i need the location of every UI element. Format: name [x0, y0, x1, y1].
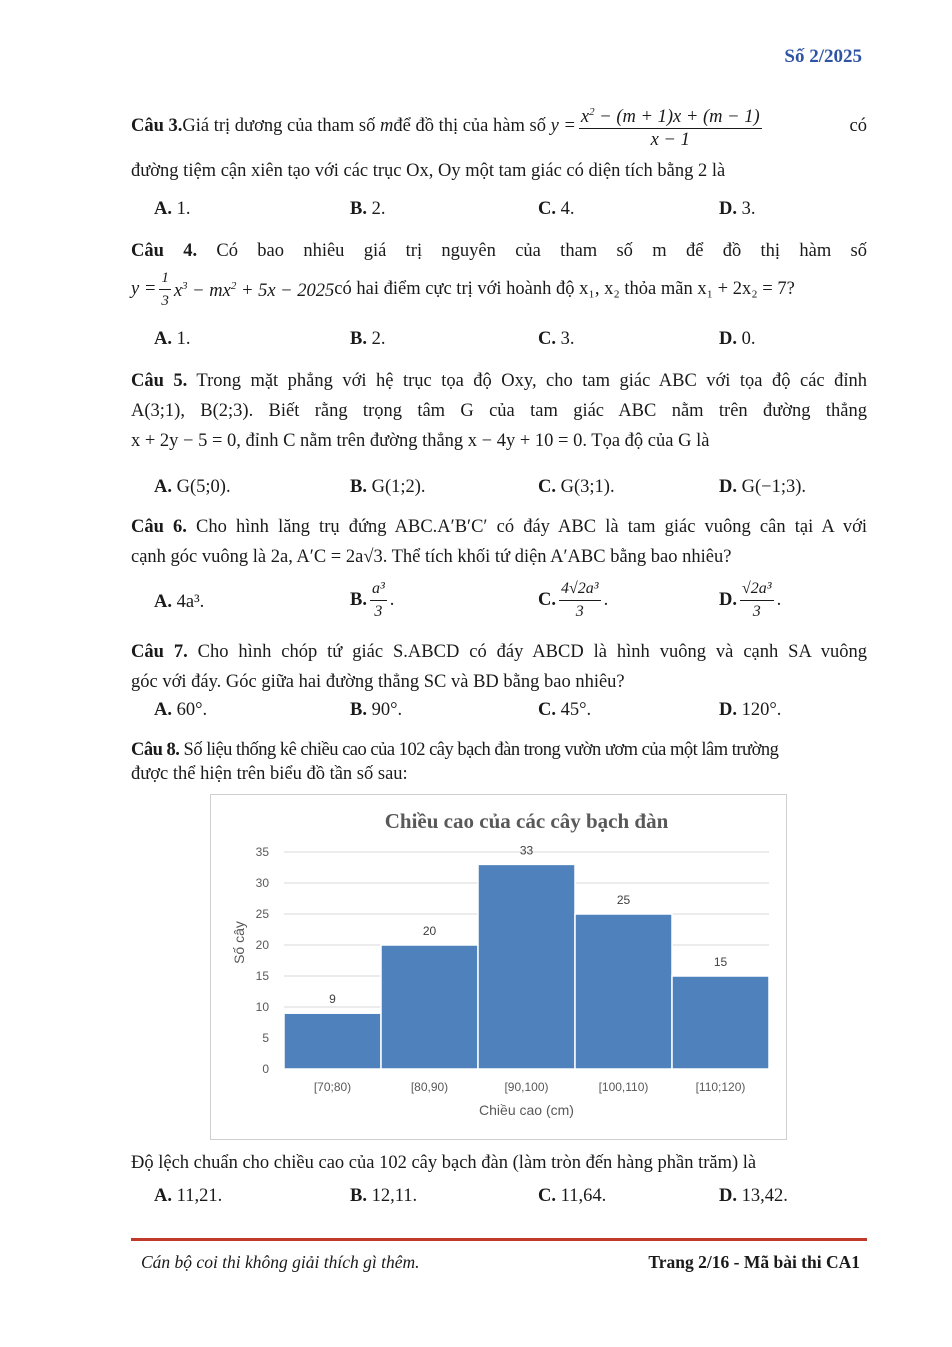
bar	[575, 914, 672, 1069]
question-3-line2: đường tiệm cận xiên tạo với các trục Ox, Oy một tam giác có diện tích bằng 2 là	[131, 161, 726, 181]
question-5-line1: Trong mặt phẳng với hệ trục tọa độ Oxy, cho tam giác ABC với tọa độ các đỉnh	[187, 371, 867, 391]
bar-value-label: 15	[713, 955, 728, 969]
option-c[interactable]: C. 3.	[538, 329, 575, 349]
question-5-label: Câu 5.	[131, 371, 188, 391]
option-d[interactable]: D. 3.	[719, 199, 756, 219]
bar-value-label: 25	[616, 893, 631, 907]
x-tick-label: [100,110)	[598, 1080, 649, 1094]
question-3: Câu 3. Giá trị dương của tham số m để đồ thị của hàm số y = $\frac{x^2 - (m + 1)x + (m - 1)}{x - 1}$ có đường tiệm cận xiên tạo với các trục Ox, Oy một tam giác có diện tích bằng 2 là	[131, 100, 867, 186]
option-b[interactable]: B. 2.	[350, 329, 386, 349]
question-7-options	[154, 700, 854, 726]
option-a[interactable]: A. 4a³.	[154, 592, 205, 612]
function-fraction: $\frac{x^2 - (m + 1)x + (m - 1)}{x - 1}$	[579, 101, 762, 151]
option-a[interactable]: A. 11,21.	[154, 1186, 223, 1206]
y-tick-label: 30	[255, 876, 269, 890]
option-a[interactable]: A. 1.	[154, 329, 191, 349]
question-5	[131, 366, 867, 456]
question-6-label: Câu 6.	[131, 517, 187, 537]
x-axis-label: Chiều cao (cm)	[479, 1102, 574, 1118]
option-c[interactable]: C. $\frac{\text{4√2a³}}{3}$ .	[538, 580, 609, 620]
y-tick-label: 20	[255, 938, 269, 952]
option-d[interactable]: D. G(−1;3).	[719, 477, 807, 497]
bar-value-label: 9	[329, 992, 336, 1007]
chart-title: Chiều cao của các cây bạch đàn	[384, 809, 669, 833]
question-3-options	[154, 199, 854, 225]
question-8	[131, 738, 867, 786]
option-d[interactable]: D. 120°.	[719, 700, 782, 720]
option-b[interactable]: B. G(1;2).	[350, 477, 426, 497]
option-b[interactable]: B. 90°.	[350, 700, 403, 720]
question-8-line2: được thể hiện trên biểu đồ tần số sau:	[131, 764, 408, 784]
histogram-svg	[211, 795, 786, 1139]
question-4-line2: có hai điểm cực trị với hoành độ x₁, x₂ thỏa mãn x₁ + 2x₂ = 7?	[334, 279, 795, 299]
question-6-options	[154, 578, 854, 628]
bar	[478, 864, 575, 1069]
question-4: Câu 4. Có bao nhiêu giá trị nguyên của tham số m để đồ thị hàm số y = $\frac{1}{3}$ $x^3 - mx^2 + 5x - 2025$ có hai điểm cực trị với hoành độ x₁, x₂ thỏa mãn x₁ + 2x₂ = 7?	[131, 241, 867, 309]
question-6-line1: Cho hình lăng trụ đứng ABC.A′B′C′ có đáy ABC là tam giác vuông cân tại A với	[186, 517, 867, 537]
question-5-line2: A(3;1), B(2;3). Biết rằng trọng tâm G của tam giác ABC nằm trên đường thẳng	[131, 401, 867, 421]
option-a[interactable]: A. 60°.	[154, 700, 208, 720]
x-tick-label: [80,90)	[410, 1080, 449, 1094]
option-a[interactable]: A. G(5;0).	[154, 477, 231, 497]
y-tick-label: 0	[262, 1062, 269, 1076]
question-7-label: Câu 7.	[131, 642, 188, 662]
option-d[interactable]: D. 0.	[719, 329, 756, 349]
option-c[interactable]: C. 45°.	[538, 700, 592, 720]
bar-value-label: 20	[422, 924, 437, 938]
question-4-line1: Có bao nhiêu giá trị nguyên của tham số m để đồ thị hàm số	[197, 241, 867, 261]
question-8-label: Câu 8.	[131, 740, 180, 760]
x-tick-label: [110;120)	[695, 1080, 746, 1094]
histogram-chart	[210, 794, 787, 1140]
footer-divider	[131, 1238, 867, 1241]
question-4-label: Câu 4.	[131, 241, 198, 261]
y-tick-label: 15	[255, 969, 269, 983]
footer-note: Cán bộ coi thi không giải thích gì thêm.	[141, 1252, 420, 1272]
bar-value-label: 33	[519, 843, 534, 858]
question-3-text-b: để đồ thị của hàm số	[393, 116, 546, 136]
option-d[interactable]: D. $\frac{\text{√2a³}}{3}$ .	[719, 580, 782, 620]
question-8-options	[154, 1186, 854, 1212]
question-3-text-c: có	[849, 116, 867, 136]
x-tick-label: [70;80)	[313, 1080, 352, 1094]
question-7-line1: Cho hình chóp tứ giác S.ABCD có đáy ABCD là hình vuông và cạnh SA vuông	[187, 642, 867, 662]
question-7	[131, 637, 867, 697]
question-6-line2: cạnh góc vuông là 2a, A′C = 2a√3. Thể tích khối tứ diện A′ABC bằng bao nhiêu?	[131, 547, 732, 567]
option-b[interactable]: B. 12,11.	[350, 1186, 418, 1206]
y-axis-label: Số cây	[231, 921, 247, 964]
option-c[interactable]: C. 4.	[538, 199, 575, 219]
option-d[interactable]: D. 13,42.	[719, 1186, 788, 1206]
bar	[381, 945, 478, 1069]
question-8-after: Độ lệch chuẩn cho chiều cao của 102 cây bạch đàn (làm tròn đến hàng phần trăm) là	[131, 1153, 757, 1173]
option-c[interactable]: C. G(3;1).	[538, 477, 615, 497]
question-5-options	[154, 477, 854, 503]
bar	[672, 976, 769, 1069]
option-b[interactable]: B. $\frac{\text{a³}}{3}$ .	[350, 580, 395, 620]
question-6	[131, 512, 867, 572]
y-symbol: y =	[550, 116, 576, 136]
question-7-line2: góc với đáy. Góc giữa hai đường thẳng SC và BD bằng bao nhiêu?	[131, 672, 625, 692]
y-tick-label: 35	[255, 845, 269, 859]
y-tick-label: 10	[255, 1000, 269, 1014]
issue-number: Số 2/2025	[784, 46, 862, 67]
option-c[interactable]: C. 11,64.	[538, 1186, 607, 1206]
question-4-options	[154, 329, 854, 355]
y-tick-label: 25	[255, 907, 269, 921]
question-5-line3: x + 2y − 5 = 0, đỉnh C nằm trên đường thẳng x − 4y + 10 = 0. Tọa độ của G là	[131, 431, 710, 451]
question-3-text-a: Giá trị dương của tham số	[182, 116, 376, 136]
x-tick-label: [90,100)	[504, 1080, 549, 1094]
option-b[interactable]: B. 2.	[350, 199, 386, 219]
question-8-line1: Số liệu thống kê chiều cao của 102 cây bạch đàn trong vườn ươm của một lâm trường	[179, 740, 779, 760]
bar	[284, 1013, 381, 1069]
option-a[interactable]: A. 1.	[154, 199, 191, 219]
footer-page: Trang 2/16 - Mã bài thi CA1	[648, 1252, 860, 1272]
question-3-label: Câu 3.	[131, 116, 183, 136]
y-tick-label: 5	[262, 1031, 269, 1045]
